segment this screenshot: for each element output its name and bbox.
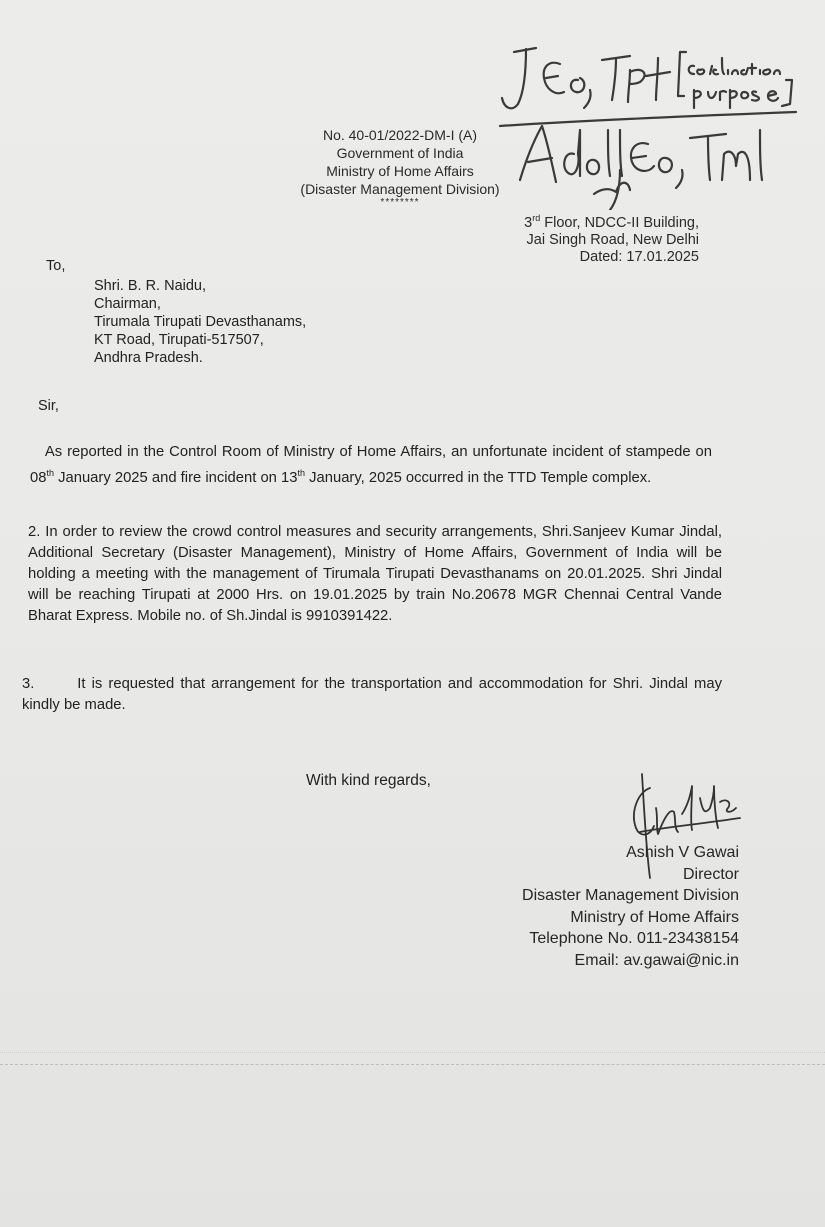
sender-address [524,210,699,266]
paragraph-1 [30,442,712,489]
signatory-email: Email: av.gawai@nic.in [574,951,739,969]
stars-divider: ******** [380,197,420,208]
file-number: No. 40-01/2022-DM-I (A) [322,127,478,143]
signatory-ministry: Ministry of Home Affairs [570,908,739,926]
recipient-name: Shri. B. R. Naidu, [94,278,207,294]
signatory-designation: Director [682,865,739,883]
para1-sup-1: th [46,468,54,478]
signatory-division: Disaster Management Division [522,887,739,904]
address-floor [524,210,699,232]
recipient-state: Andhra Pradesh. [94,350,203,366]
recipient-street: KT Road, Tirupati-517507, [94,332,264,348]
closing-line: With kind regards, [306,772,431,789]
signatory-name: Ashish V Gawai [626,844,739,861]
fold-line [0,1064,825,1065]
recipient-title: Chairman, [94,296,161,312]
paragraph-2: 2. In order to review the crowd control measures and security arrangements, Shri.Sanjeev Kumar Jindal, Additional Secretary (Disaster Management), Ministry of Home Affairs, Government of India will be holding a meeting with the management of Tirumala Tirupati Devasthanams on 20.01.2025. Shri Jindal will be reaching Tirupati at 2000 Hrs. on 19.01.2025 by train No.20678 MGR Chennai Central Vande Bharat Express. Mobile no. of Sh.Jindal is 9910391422. [28,524,722,624]
letter-header [250,126,550,208]
salutation: Sir, [38,398,59,414]
floor-suffix: rd [532,213,541,223]
para3-text: It is requested that arrangement for the transportation and accommodation for Shri. Jindal may kindly be made. [22,676,722,713]
signatory-telephone: Telephone No. 011-23438154 [529,930,739,947]
paragraph-3 [22,674,722,716]
recipient-block [94,277,306,367]
floor-rest: Floor, NDCC-II Building, [540,214,699,231]
to-label: To, [46,258,66,274]
signatory-block [522,842,739,971]
government-line: Government of India [336,145,464,161]
para1-sup-2: th [297,468,305,478]
para1-text-a: As reported in the Control Room of Ministry of Home Affairs, an unfortunate incident of stampede on 08 [30,444,712,486]
letter-date: Dated: 17.01.2025 [579,248,699,265]
fold-line-top [0,1052,825,1053]
para1-text-c: January, 2025 occurred in the TTD Temple complex. [305,469,652,486]
para1-text-b: January 2025 and fire incident on 13 [53,469,298,486]
division-line: (Disaster Management Division) [300,181,500,197]
recipient-org: Tirumala Tirupati Devasthanams, [94,314,307,330]
para3-number: 3. [22,676,35,692]
address-road: Jai Singh Road, New Delhi [526,231,699,248]
floor-number: 3 [524,214,533,231]
ministry-line: Ministry of Home Affairs [326,163,474,179]
